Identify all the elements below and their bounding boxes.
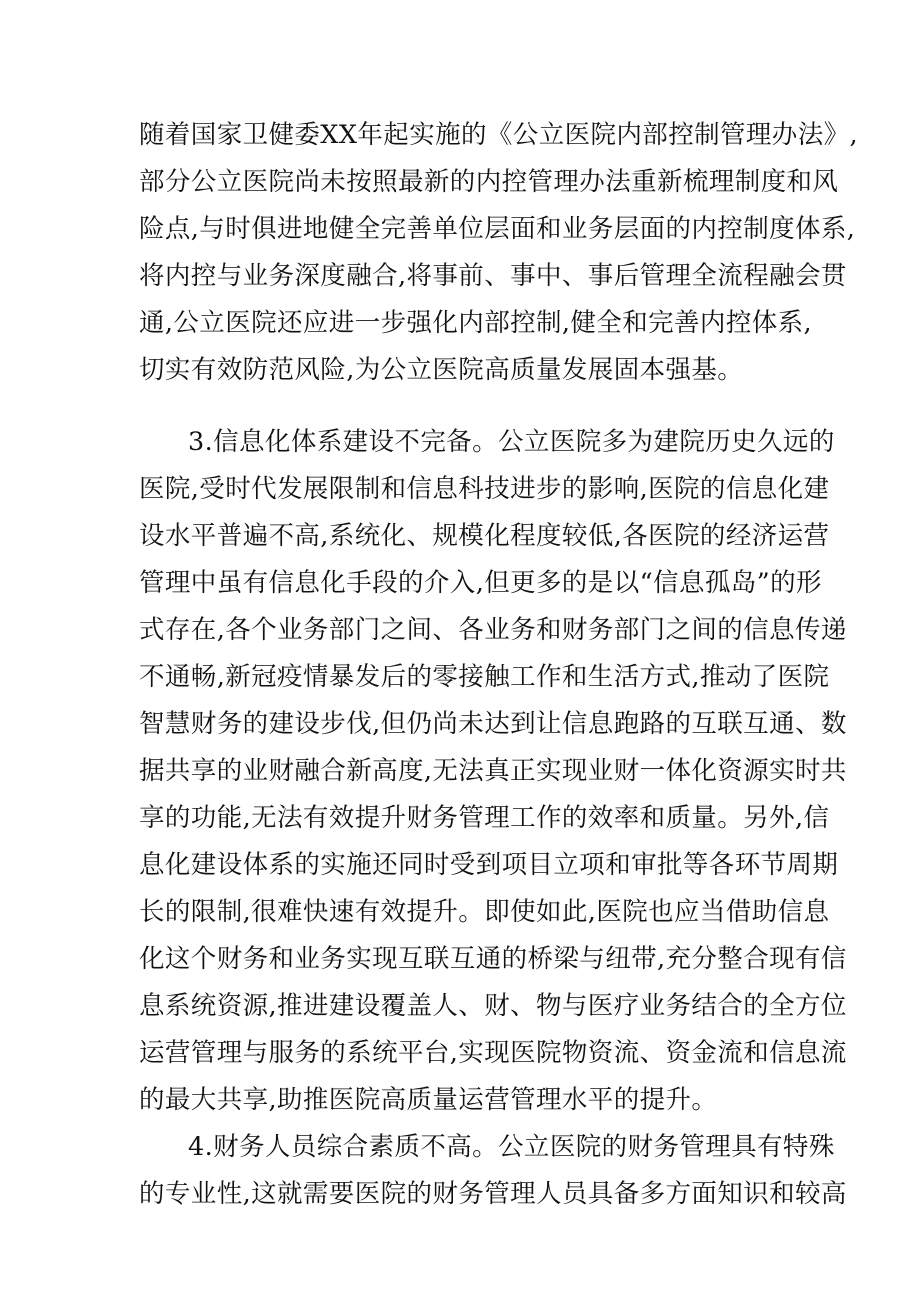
text-line: 切实有效防范风险,为公立医院高质量发展固本强基。	[139, 355, 744, 385]
text-line: 的专业性,这就需要医院的财务管理人员具备多方面知识和较高	[139, 1179, 847, 1209]
text-line: 通,公立医院还应进一步强化内部控制,健全和完善内控体系,	[139, 308, 813, 338]
text-line: 4.财务人员综合素质不高。公立医院的财务管理具有特殊	[188, 1132, 835, 1162]
text-line: 随着国家卫健委XX年起实施的《公立医院内部控制管理办法》,	[139, 120, 859, 150]
text-line: 医院,受时代发展限制和信息科技进步的影响,医院的信息化建	[139, 474, 830, 504]
text-line: 据共享的业财融合新高度,无法真正实现业财一体化资源实时共	[139, 756, 847, 786]
text-line: 息化建设体系的实施还同时受到项目立项和审批等各环节周期	[139, 850, 839, 880]
text-line: 部分公立医院尚未按照最新的内控管理办法重新梳理制度和风	[139, 167, 839, 197]
text-line: 享的功能,无法有效提升财务管理工作的效率和质量。另外,信	[139, 803, 830, 833]
text-line: 将内控与业务深度融合,将事前、事中、事后管理全流程融会贯	[139, 261, 847, 291]
text-line: 设水平普遍不高,系统化、规模化程度较低,各医院的经济运营	[139, 521, 830, 551]
text-line: 化这个财务和业务实现互联互通的桥梁与纽带,充分整合现有信	[139, 944, 847, 974]
text-line: 式存在,各个业务部门之间、各业务和财务部门之间的信息传递	[139, 615, 847, 645]
text-line: 智慧财务的建设步伐,但仍尚未达到让信息跑路的互联互通、数	[139, 709, 847, 739]
text-line: 管理中虽有信息化手段的介入,但更多的是以“信息孤岛”的形	[139, 568, 822, 598]
text-line: 长的限制,很难快速有效提升。即使如此,医院也应当借助信息	[139, 897, 830, 927]
text-line: 息系统资源,推进建设覆盖人、财、物与医疗业务结合的全方位	[139, 991, 847, 1021]
text-line: 3.信息化体系建设不完备。公立医院多为建院历史久远的	[188, 427, 835, 457]
text-line: 险点,与时俱进地健全完善单位层面和业务层面的内控制度体系,	[139, 214, 856, 244]
text-line: 的最大共享,助推医院高质量运营管理水平的提升。	[139, 1085, 718, 1115]
text-line: 不通畅,新冠疫情暴发后的零接触工作和生活方式,推动了医院	[139, 662, 830, 692]
text-line: 运营管理与服务的系统平台,实现医院物资流、资金流和信息流	[139, 1038, 847, 1068]
